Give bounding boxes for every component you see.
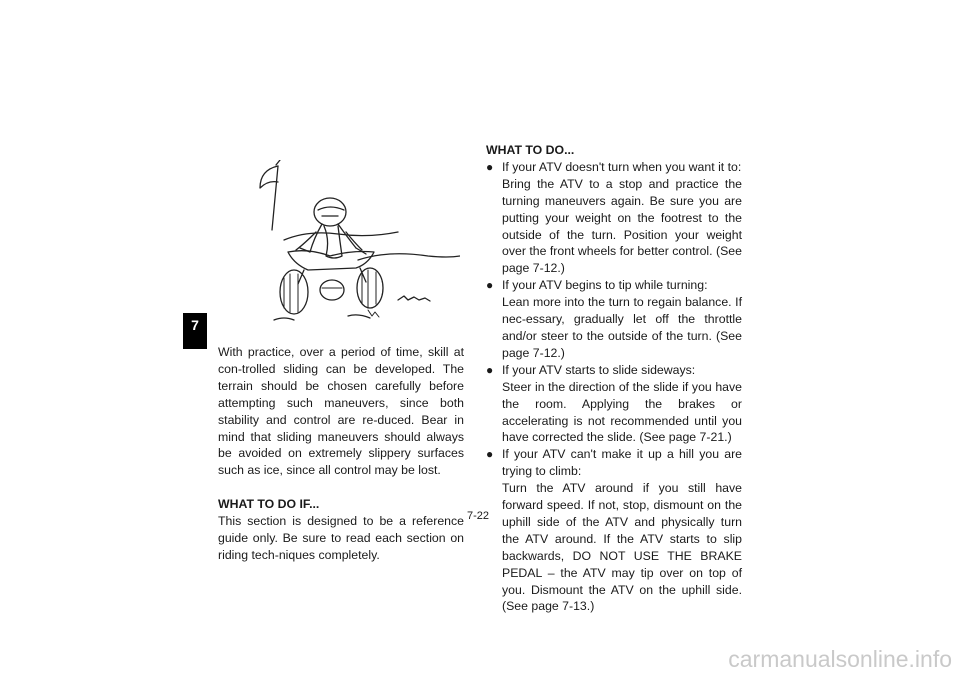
what-to-do-heading: WHAT TO DO...: [486, 143, 575, 157]
left-column: [218, 344, 464, 564]
item-condition: If your ATV begins to tip while turning:: [502, 278, 708, 293]
list-item: [486, 446, 742, 615]
reference-guide-paragraph: This section is designed to be a reference guide only. Be sure to read each section on riding tech-niques completely.: [218, 514, 464, 562]
atv-rider-illustration: [238, 160, 460, 332]
page-number: 7-22: [467, 510, 490, 522]
section-tab-number: 7: [191, 317, 199, 333]
bullet-icon: ●: [486, 159, 494, 174]
what-to-do-if-heading: WHAT TO DO IF...: [218, 497, 320, 512]
item-condition: If your ATV can't make it up a hill you are trying to climb:: [502, 447, 742, 479]
item-action: Lean more into the turn to regain balance. If nec-essary, gradually let off the throttle and/or steer to the outside of the turn. (See page 7-12.): [502, 295, 742, 360]
item-action: Turn the ATV around if you still have forward speed. If not, stop, dismount on the uphill side of the ATV and physically turn the ATV around. If the ATV starts to slip backwards, DO NOT USE THE BRAKE PEDAL – the ATV may tip over on top of you. Dismount the ATV on the uphill side. (See page 7-13.): [502, 481, 742, 614]
item-action: Steer in the direction of the slide if you have the room. Applying the brakes or accelerating is not recommended until you have corrected the slide. (See page 7-21.): [502, 379, 742, 445]
item-condition: If your ATV doesn't turn when you want it to:: [502, 159, 742, 174]
item-action: Bring the ATV to a stop and practice the turning maneuvers again. Be sure you are putting your weight on the footrest to the outside of the turn. Position your weight over the front wheels for better control. (See page 7-12.): [502, 176, 742, 276]
list-item: [486, 159, 742, 277]
bullet-icon: ●: [486, 278, 494, 293]
list-item: [486, 277, 742, 362]
bullet-icon: ●: [486, 447, 494, 462]
right-column: [486, 142, 742, 615]
item-condition: If your ATV starts to slide sideways:: [502, 362, 696, 377]
section-tab: [183, 313, 207, 349]
intro-paragraph: With practice, over a period of time, skill at con-trolled sliding can be developed. The terrain should be chosen carefully before attempting such maneuvers, since both stability and control are re-duced. Bear in mind that sliding maneuvers should always be avoided on extremely slippery surfaces such as ice, since all control may be lost.: [218, 345, 464, 478]
list-item: [486, 362, 742, 447]
watermark[interactable]: carmanualsonline.info: [728, 646, 952, 672]
bullet-icon: ●: [486, 362, 494, 377]
